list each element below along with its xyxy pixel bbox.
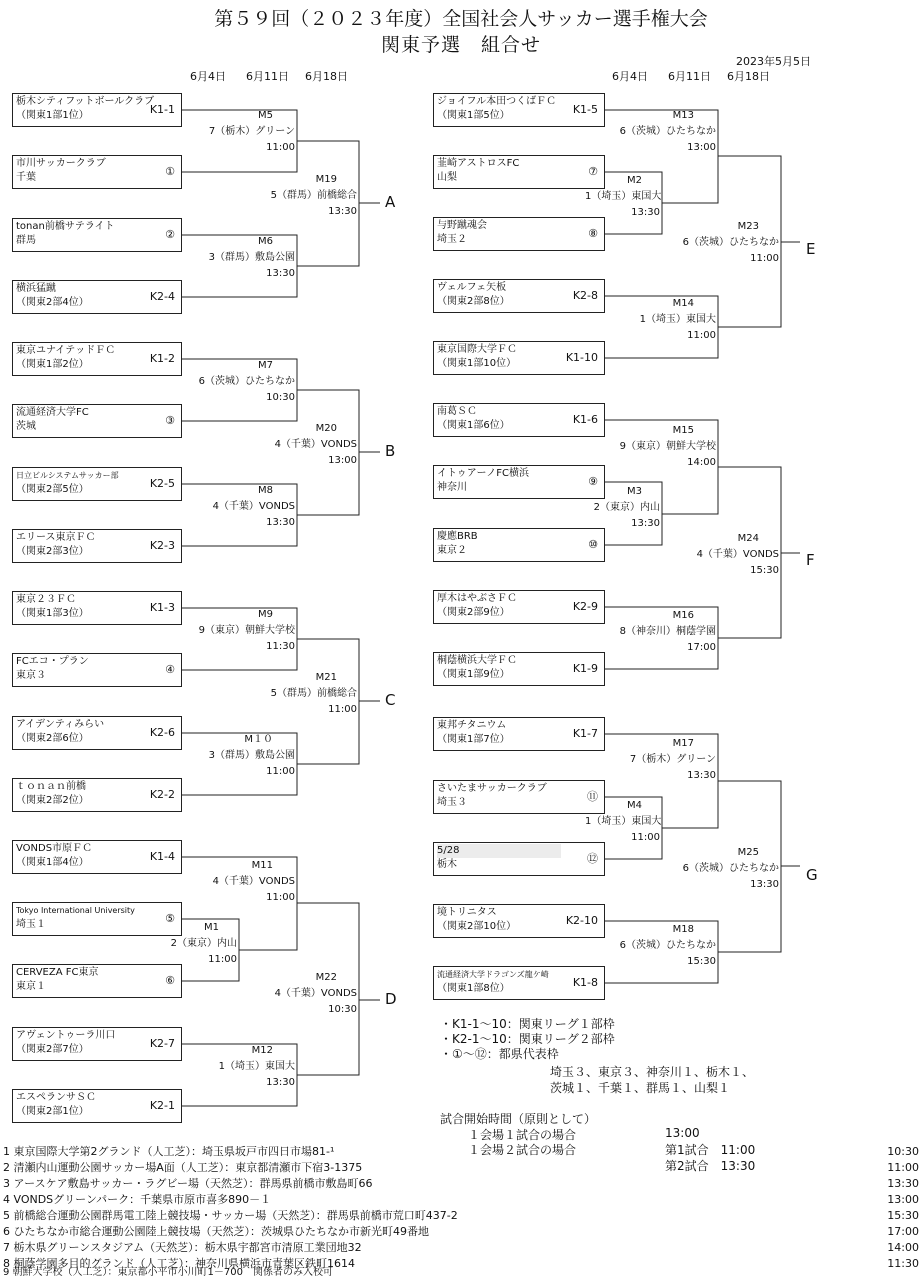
venue-row-6 — [3, 1224, 919, 1239]
round-date-right-2: 6月11日 — [668, 70, 711, 83]
legend-pref: ・①～⑫：都県代表枠 — [440, 1047, 559, 1061]
team-qualifier: （関東2部8位） — [437, 296, 510, 307]
match-m25 — [679, 845, 779, 893]
team-qualifier: （関東2部10位） — [437, 921, 517, 932]
team-k2-3 — [12, 529, 182, 563]
match-venue: 6（茨城）ひたちなか — [619, 126, 716, 137]
team-k2-9 — [433, 590, 605, 624]
match-id: M18 — [672, 924, 694, 935]
match-time: 11:00 — [750, 253, 779, 264]
team-qualifier: （関東2部3位） — [16, 546, 89, 557]
match-m5 — [197, 108, 295, 156]
match-time: 13:30 — [328, 206, 357, 217]
venue-text: 7 栃木県グリーンスタジアム（天然芝）：栃木県宇都宮市清原工業団地32 — [3, 1241, 362, 1254]
match-venue: 4（千葉）VONDS — [212, 876, 295, 887]
match-id: M15 — [672, 425, 694, 436]
round-date-left-3: 6月18日 — [305, 70, 348, 83]
match-venue: 4（千葉）VONDS — [274, 439, 357, 450]
team-k1-6 — [433, 403, 605, 437]
team-qualifier: （関東2部5位） — [16, 484, 89, 495]
team-code: K2-9 — [572, 600, 598, 613]
team-pref-8 — [433, 217, 605, 251]
team-name: 厚木はやぶさＦＣ — [437, 593, 517, 604]
match-id: M22 — [315, 972, 337, 983]
team-qualifier: （関東2部2位） — [16, 795, 89, 806]
team-pref-5 — [12, 902, 182, 936]
venue-row-5 — [3, 1208, 919, 1223]
match-time: 11:00 — [266, 892, 295, 903]
team-qualifier: （関東1部8位） — [437, 983, 510, 994]
match-m7 — [197, 358, 295, 406]
team-name: 韮崎アストロスFC — [437, 158, 520, 169]
team-code: K2-1 — [149, 1099, 175, 1112]
team-qualifier: （関東1部5位） — [437, 110, 510, 121]
group-label-d: D — [385, 990, 397, 1008]
round-date-right-3: 6月18日 — [727, 70, 770, 83]
team-code: ⑧ — [588, 227, 598, 240]
venue-text: 3 アースケア敷島サッカー・ラグビー場（天然芝）：群馬県前橋市敷島町66 — [3, 1177, 373, 1190]
team-pref-12 — [433, 842, 605, 876]
team-name: 東京ユナイテッドＦＣ — [16, 345, 116, 356]
team-name: 5/28 — [437, 844, 561, 858]
team-name: 流通経済大学ドラゴンズ龍ケ崎 — [437, 970, 549, 979]
match-id: M24 — [737, 533, 759, 544]
team-qualifier: 栃木 — [437, 859, 457, 870]
team-k2-8 — [433, 279, 605, 313]
match-id: M2 — [627, 175, 642, 186]
team-qualifier: 東京１ — [16, 981, 46, 992]
team-pref-9 — [433, 465, 605, 499]
match-m13 — [618, 108, 716, 156]
team-code: ⑫ — [587, 852, 598, 865]
match-m12 — [197, 1043, 295, 1091]
team-code: K1-10 — [565, 351, 598, 364]
venue-time: 13:30 — [887, 1177, 919, 1190]
match-m14 — [618, 296, 716, 344]
match-id: M19 — [315, 174, 337, 185]
team-code: ⑥ — [165, 974, 175, 987]
match-id: M7 — [258, 360, 273, 371]
match-time: 13:00 — [687, 142, 716, 153]
match-venue: 1（埼玉）東国大 — [585, 816, 662, 827]
venue-time: 11:00 — [887, 1161, 919, 1174]
group-label-c: C — [385, 691, 396, 709]
match-id: M21 — [315, 672, 337, 683]
team-k2-6 — [12, 716, 182, 750]
team-pref-2 — [12, 218, 182, 252]
team-name: 流通経済大学FC — [16, 407, 89, 418]
team-code: K1-2 — [149, 352, 175, 365]
team-name: イトゥアーノFC横浜 — [437, 468, 529, 479]
schedule-row2-second: 第2試合 13:30 — [665, 1159, 756, 1173]
team-code: K2-5 — [149, 477, 175, 490]
venue-text: 1 東京国際大学第2グランド（人工芝）：埼玉県坂戸市四日市場81-¹ — [3, 1145, 335, 1158]
team-name: 東邦チタニウム — [437, 720, 507, 731]
match-time: 10:30 — [266, 392, 295, 403]
page-title: 第５９回（２０２３年度）全国社会人サッカー選手権大会 — [214, 8, 708, 30]
legend-pref-detail-1: 埼玉３、東京３、神奈川１、栃木１、 — [550, 1065, 755, 1079]
team-qualifier: 東京３ — [16, 670, 46, 681]
team-qualifier: 埼玉２ — [437, 234, 467, 245]
match-venue: 1（埼玉）東国大 — [585, 191, 662, 202]
schedule-row2-label: １会場２試合の場合 — [468, 1143, 577, 1157]
group-label-b: B — [385, 442, 396, 460]
team-qualifier: （関東1部4位） — [16, 857, 89, 868]
match-venue: 7（栃木）グリーン — [629, 754, 716, 765]
match-id: M3 — [627, 486, 642, 497]
match-id: M1 — [204, 922, 219, 933]
venue-time: 14:00 — [887, 1241, 919, 1254]
team-code: ① — [165, 165, 175, 178]
match-venue: 3（群馬）敷島公園 — [208, 252, 295, 263]
match-venue: 9（東京）朝鮮大学校 — [198, 625, 295, 636]
team-name: VONDS市原ＦＣ — [16, 843, 93, 854]
legend-pref-detail-2: 茨城１、千葉１、群馬１、山梨１ — [550, 1081, 731, 1095]
match-m18 — [618, 922, 716, 970]
match-m23 — [679, 219, 779, 267]
match-venue: 3（群馬）敷島公園 — [208, 750, 295, 761]
team-code: K1-4 — [149, 850, 175, 863]
team-k2-2 — [12, 778, 182, 812]
team-code: ③ — [165, 414, 175, 427]
match-time: 14:00 — [687, 457, 716, 468]
team-qualifier: （関東2部6位） — [16, 733, 89, 744]
match-time: 13:30 — [687, 770, 716, 781]
team-qualifier: （関東2部1位） — [16, 1106, 89, 1117]
match-venue: 8（神奈川）桐蔭学園 — [619, 626, 716, 637]
match-id: M13 — [672, 110, 694, 121]
match-id: M25 — [737, 847, 759, 858]
match-m24 — [679, 531, 779, 579]
team-qualifier: （関東1部9位） — [437, 669, 510, 680]
match-id: M11 — [251, 860, 273, 871]
match-venue: 1（埼玉）東国大 — [639, 314, 716, 325]
match-time: 15:30 — [687, 956, 716, 967]
team-code: ② — [165, 228, 175, 241]
team-k2-1 — [12, 1089, 182, 1123]
team-k1-5 — [433, 93, 605, 127]
team-qualifier: 茨城 — [16, 421, 36, 432]
team-code: ⑩ — [588, 538, 598, 551]
match-time: 13:30 — [266, 268, 295, 279]
team-name: 境トリニタス — [437, 907, 497, 918]
team-name: さいたまサッカークラブ — [437, 783, 547, 794]
match-venue: 9（東京）朝鮮大学校 — [619, 441, 716, 452]
team-name: 栃木シティフットボールクラブ — [16, 96, 155, 107]
team-code: K2-8 — [572, 289, 598, 302]
match-time: 11:30 — [266, 641, 295, 652]
match-venue: 6（茨城）ひたちなか — [682, 237, 779, 248]
match-id: M17 — [672, 738, 694, 749]
team-code: K1-7 — [572, 727, 598, 740]
team-name: ヴェルフェ矢板 — [437, 282, 507, 293]
team-code: K2-4 — [149, 290, 175, 303]
group-label-f: F — [806, 551, 815, 569]
match-m1 — [168, 920, 237, 968]
team-k1-8 — [433, 966, 605, 1000]
schedule-row1-label: １会場１試合の場合 — [468, 1128, 577, 1142]
team-code: K1-6 — [572, 413, 598, 426]
venue-time: 13:00 — [887, 1193, 919, 1206]
match-m16 — [618, 608, 716, 656]
team-qualifier: 神奈川 — [437, 482, 467, 493]
team-name: 東京国際大学ＦＣ — [437, 344, 517, 355]
match-time: 11:00 — [208, 954, 237, 965]
match-m8 — [197, 483, 295, 531]
team-pref-4 — [12, 653, 182, 687]
team-k1-2 — [12, 342, 182, 376]
match-time: 13:30 — [266, 1077, 295, 1088]
match-venue: 4（千葉）VONDS — [274, 988, 357, 999]
round-date-right-1: 6月4日 — [612, 70, 648, 83]
match-time: 15:30 — [750, 565, 779, 576]
legend-k2: ・K2-1～10：関東リーグ２部枠 — [440, 1032, 615, 1046]
team-qualifier: （関東1部7位） — [437, 734, 510, 745]
team-qualifier: （関東1部10位） — [437, 358, 517, 369]
team-k1-9 — [433, 652, 605, 686]
match-id: M23 — [737, 221, 759, 232]
venue-time: 15:30 — [887, 1209, 919, 1222]
venue-row-7 — [3, 1240, 919, 1255]
match-time: 11:00 — [687, 330, 716, 341]
match-venue: 5（群馬）前橋総合 — [270, 688, 357, 699]
team-k1-4 — [12, 840, 182, 874]
match-venue: 6（茨城）ひたちなか — [198, 376, 295, 387]
venue-text: 8 桐蔭学園多目的グランド（人工芝）：神奈川県横浜市青葉区鉄町1614 — [3, 1257, 355, 1270]
team-qualifier: 埼玉３ — [437, 797, 467, 808]
group-label-g: G — [806, 866, 818, 884]
match-m21 — [257, 670, 357, 718]
match-time: 11:00 — [631, 832, 660, 843]
match-venue: 6（茨城）ひたちなか — [619, 940, 716, 951]
team-pref-10 — [433, 528, 605, 562]
match-time: 13:30 — [266, 517, 295, 528]
match-time: 13:00 — [328, 455, 357, 466]
group-label-e: E — [806, 240, 816, 258]
team-pref-1 — [12, 155, 182, 189]
match-id: M12 — [251, 1045, 273, 1056]
team-qualifier: （関東2部7位） — [16, 1044, 89, 1055]
match-id: M14 — [672, 298, 694, 309]
team-code: K2-2 — [149, 788, 175, 801]
match-m2 — [585, 173, 660, 221]
match-time: 13:30 — [750, 879, 779, 890]
team-code: K1-9 — [572, 662, 598, 675]
venue-row-1 — [3, 1144, 919, 1159]
team-name: 慶應BRB — [437, 531, 478, 542]
match-m10 — [197, 732, 295, 780]
team-code: K2-3 — [149, 539, 175, 552]
match-id: M9 — [258, 609, 273, 620]
match-time: 11:00 — [266, 142, 295, 153]
team-code: K1-3 — [149, 601, 175, 614]
team-qualifier: 山梨 — [437, 172, 457, 183]
match-m19 — [257, 172, 357, 220]
team-name: 日立ビルシステムサッカー部 — [16, 471, 119, 480]
match-time: 13:30 — [631, 518, 660, 529]
team-k1-7 — [433, 717, 605, 751]
venue-row-3 — [3, 1176, 919, 1191]
match-id: M１０ — [244, 734, 273, 745]
match-venue: 4（千葉）VONDS — [696, 549, 779, 560]
schedule-title: 試合開始時間（原則として） — [440, 1112, 597, 1126]
match-time: 13:30 — [631, 207, 660, 218]
match-venue: 5（群馬）前橋総合 — [270, 190, 357, 201]
team-code: K1-5 — [572, 103, 598, 116]
venue-text: 2 清瀬内山運動公園サッカー場A面（人工芝）：東京都清瀬市下宿3-1375 — [3, 1161, 363, 1174]
team-k1-3 — [12, 591, 182, 625]
team-k2-5 — [12, 467, 182, 501]
team-code: K1-1 — [149, 103, 175, 116]
document-date: 2023年5月5日 — [736, 55, 811, 68]
venue-text: 6 ひたちなか市総合運動公園陸上競技場（天然芝）：茨城県ひたちなか市新光町49番地 — [3, 1225, 429, 1238]
team-qualifier: （関東1部2位） — [16, 359, 89, 370]
team-qualifier: （関東1部1位） — [16, 110, 89, 121]
team-pref-3 — [12, 404, 182, 438]
team-k1-10 — [433, 341, 605, 375]
team-name: ジョイフル本田つくばＦＣ — [437, 96, 557, 107]
team-name: 南葛ＳＣ — [437, 406, 477, 417]
schedule-row1-time: 13:00 — [665, 1126, 700, 1140]
team-k2-10 — [433, 904, 605, 938]
team-name: tonan前橋サテライト — [16, 221, 115, 232]
team-code: ⑦ — [588, 165, 598, 178]
round-date-left-2: 6月11日 — [246, 70, 289, 83]
match-venue: 2（東京）内山 — [593, 502, 660, 513]
venue-row-9 — [3, 1266, 919, 1279]
team-name: エスペランサＳＣ — [16, 1092, 96, 1103]
team-name: 桐蔭横浜大学ＦＣ — [437, 655, 517, 666]
team-name: FCエコ・プラン — [16, 656, 89, 667]
team-qualifier: （関東2部9位） — [437, 607, 510, 618]
team-pref-6 — [12, 964, 182, 998]
venue-time: 10:30 — [887, 1145, 919, 1158]
team-k1-1 — [12, 93, 182, 127]
team-name: CERVEZA FC東京 — [16, 967, 99, 978]
team-code: ⑨ — [588, 475, 598, 488]
team-name: エリース東京ＦＣ — [16, 532, 96, 543]
match-m3 — [585, 484, 660, 532]
match-time: 17:00 — [687, 642, 716, 653]
match-venue: 6（茨城）ひたちなか — [682, 863, 779, 874]
venue-text: 5 前橋総合運動公園群馬電工陸上競技場・サッカー場（天然芝）：群馬県前橋市荒口町437-2 — [3, 1209, 458, 1222]
match-m6 — [197, 234, 295, 282]
team-qualifier: （関東2部4位） — [16, 297, 89, 308]
match-m17 — [618, 736, 716, 784]
team-code: ⑤ — [165, 912, 175, 925]
team-name: 横浜猛蹴 — [16, 283, 56, 294]
team-name: ｔｏｎａｎ前橋 — [16, 781, 86, 792]
match-id: M8 — [258, 485, 273, 496]
team-code: K2-6 — [149, 726, 175, 739]
match-m15 — [618, 423, 716, 471]
page-subtitle: 関東予選 組合せ — [380, 34, 541, 56]
team-qualifier: 東京２ — [437, 545, 467, 556]
match-m22 — [257, 970, 357, 1018]
match-m11 — [197, 858, 295, 906]
team-qualifier: 群馬 — [16, 235, 36, 246]
team-name: アイデンティみらい — [16, 719, 105, 730]
team-qualifier: 千葉 — [16, 172, 36, 183]
venue-time: 17:00 — [887, 1225, 919, 1238]
team-name: アヴェントゥーラ川口 — [16, 1030, 116, 1041]
match-time: 11:00 — [328, 704, 357, 715]
match-id: M6 — [258, 236, 273, 247]
team-code: K2-10 — [565, 914, 598, 927]
venue-row-4 — [3, 1192, 919, 1207]
match-time: 11:00 — [266, 766, 295, 777]
team-pref-11 — [433, 780, 605, 814]
match-venue: 2（東京）内山 — [170, 938, 237, 949]
team-k2-4 — [12, 280, 182, 314]
team-name: 東京２３ＦＣ — [16, 594, 76, 605]
match-id: M5 — [258, 110, 273, 121]
match-id: M16 — [672, 610, 694, 621]
venue-text: 4 VONDSグリーンパーク：千葉県市原市喜多890－１ — [3, 1193, 272, 1206]
team-k2-7 — [12, 1027, 182, 1061]
match-venue: 7（栃木）グリーン — [208, 126, 295, 137]
team-qualifier: 埼玉１ — [16, 919, 46, 930]
match-id: M20 — [315, 423, 337, 434]
team-qualifier: （関東1部3位） — [16, 608, 89, 619]
round-date-left-1: 6月4日 — [190, 70, 226, 83]
schedule-row2-first: 第1試合 11:00 — [665, 1143, 756, 1157]
team-code: ④ — [165, 663, 175, 676]
match-m20 — [257, 421, 357, 469]
match-m4 — [585, 798, 660, 846]
match-venue: 4（千葉）VONDS — [212, 501, 295, 512]
match-venue: 1（埼玉）東国大 — [218, 1061, 295, 1072]
match-id: M4 — [627, 800, 642, 811]
match-time: 10:30 — [328, 1004, 357, 1015]
team-code: K2-7 — [149, 1037, 175, 1050]
group-label-a: A — [385, 193, 396, 211]
team-name: Tokyo International University — [16, 906, 135, 915]
team-qualifier: （関東1部6位） — [437, 420, 510, 431]
venue-time: 11:30 — [887, 1257, 919, 1270]
team-pref-7 — [433, 155, 605, 189]
team-code: K1-8 — [572, 976, 598, 989]
match-m9 — [197, 607, 295, 655]
venue-row-2 — [3, 1160, 919, 1175]
team-name: 市川サッカークラブ — [16, 158, 106, 169]
team-code: ⑪ — [587, 790, 598, 803]
venue-text: 9 朝鮮大学校（人工芝）：東京都小平市小川町1－700 関係者のみ入校可 — [3, 1267, 333, 1278]
legend-k1: ・K1-1～10：関東リーグ１部枠 — [440, 1017, 615, 1031]
team-name: 与野蹴魂会 — [437, 220, 487, 231]
